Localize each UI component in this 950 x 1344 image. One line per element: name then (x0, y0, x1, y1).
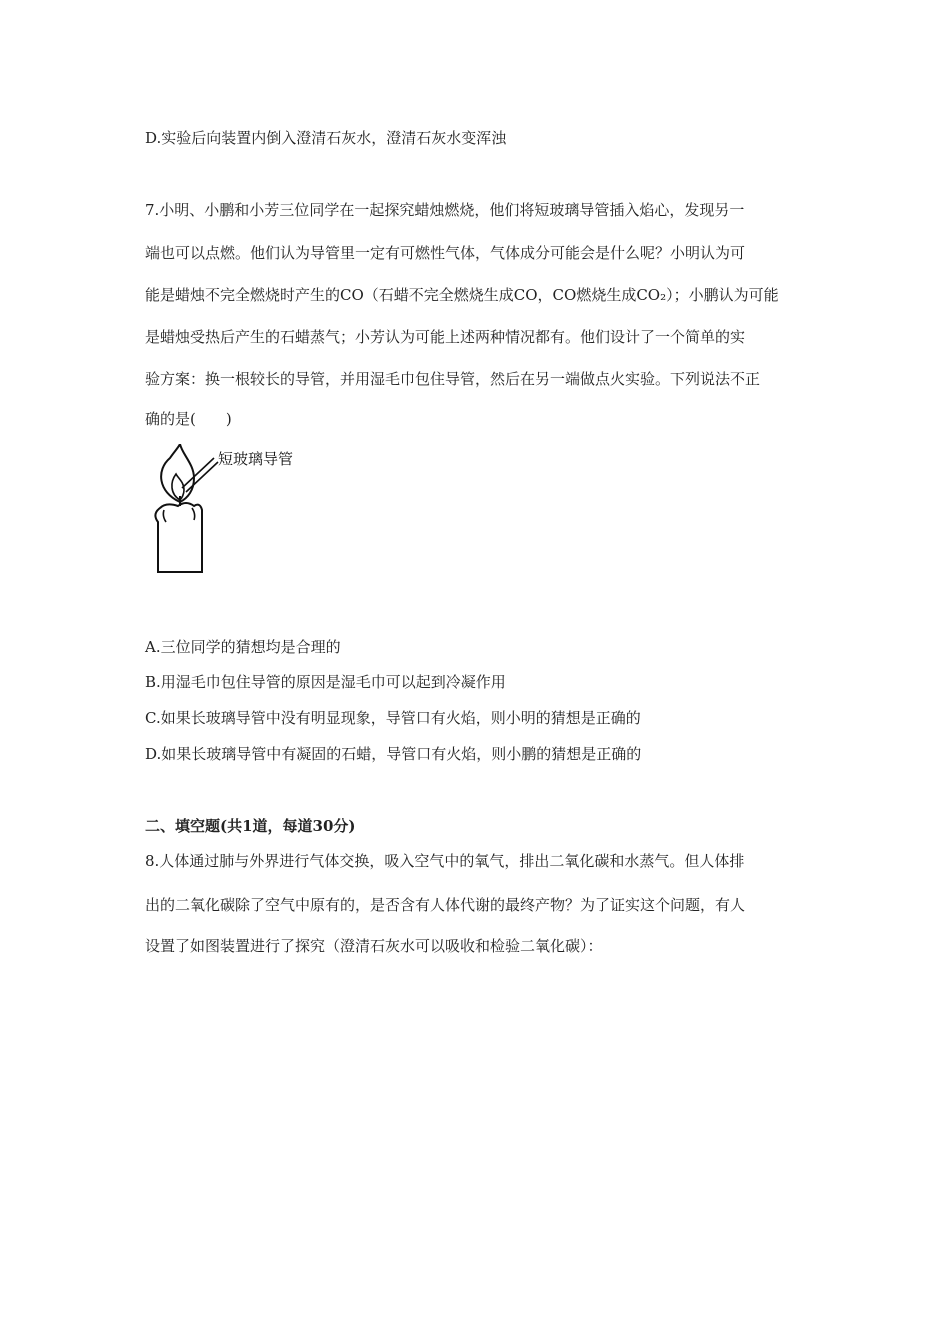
q8-stem-line-3: 设置了如图装置进行了探究（澄清石灰水可以吸收和检验二氧化碳）： (145, 937, 603, 955)
figure-label: 短玻璃导管 (218, 450, 294, 468)
glass-tube-icon (182, 458, 218, 492)
q7-option-d: D.如果长玻璃导管中有凝固的石蜡，导管口有火焰，则小鹏的猜想是正确的 (145, 745, 642, 763)
q7-stem-line-4: 是蜡烛受热后产生的石蜡蒸气；小芳认为可能上述两种情况都有。他们设计了一个简单的实 (145, 328, 746, 346)
q7-option-a: A.三位同学的猜想均是合理的 (145, 638, 341, 656)
q7-stem-line-1: 7.小明、小鹏和小芳三位同学在一起探究蜡烛燃烧，他们将短玻璃导管插入焰心，发现另一 (145, 201, 745, 219)
wax-drip-icon (163, 508, 194, 522)
q7-option-c: C.如果长玻璃导管中没有明显现象，导管口有火焰，则小明的猜想是正确的 (145, 709, 641, 727)
q7-option-b: B.用湿毛巾包住导管的原因是湿毛巾可以起到冷凝作用 (145, 673, 506, 691)
q8-stem-line-1: 8.人体通过肺与外界进行气体交换，吸入空气中的氧气，排出二氧化碳和水蒸气。但人体排 (145, 852, 745, 870)
section-heading: 二、填空题(共1道，每道30分) (145, 817, 356, 835)
q7-stem-line-5: 验方案：换一根较长的导管，并用湿毛巾包住导管，然后在另一端做点火实验。下列说法不正 (145, 370, 761, 388)
q6-option-d: D.实验后向装置内倒入澄清石灰水，澄清石灰水变浑浊 (145, 129, 507, 147)
outer-flame-icon (161, 444, 194, 502)
candle-figure (148, 444, 328, 580)
q7-stem-line-6: 确的是( ) (145, 410, 232, 428)
q8-stem-line-2: 出的二氧化碳除了空气中原有的，是否含有人体代谢的最终产物？为了证实这个问题，有人 (145, 896, 746, 914)
q7-stem-line-2: 端也可以点燃。他们认为导管里一定有可燃性气体，气体成分可能会是什么呢？小明认为可 (145, 244, 746, 262)
q7-stem-line-3: 能是蜡烛不完全燃烧时产生的CO（石蜡不完全燃烧生成CO，CO燃烧生成CO₂）；小鹏认为可能 (145, 286, 779, 304)
